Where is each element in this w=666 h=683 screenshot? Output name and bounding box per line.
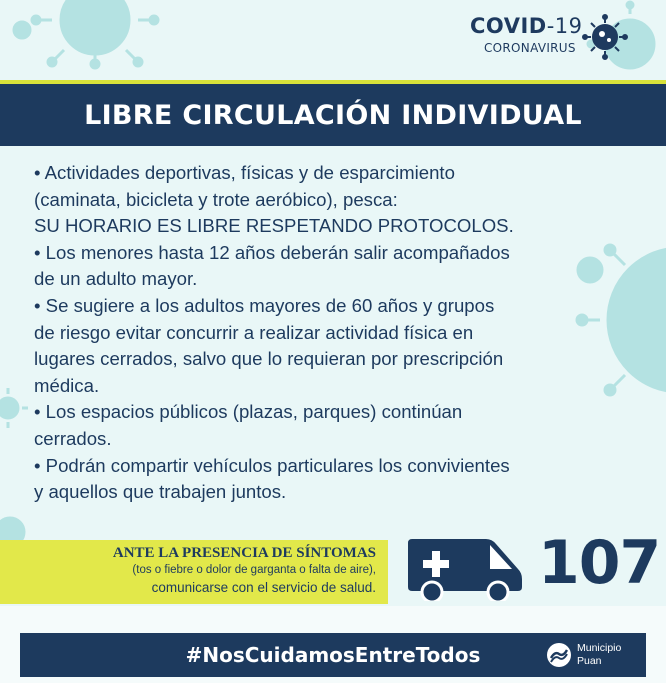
- content-line: de riesgo evitar concurrir a realizar actividad física en: [34, 321, 474, 343]
- content-line: y aquellos que trabajen juntos.: [34, 481, 287, 503]
- logo-title: [470, 14, 583, 38]
- title-banner: [0, 80, 666, 146]
- content-line: de un adulto mayor.: [34, 268, 198, 290]
- content-line: (caminata, bicicleta y trote aeróbico), pesca:: [34, 188, 398, 210]
- emergency-phone-number: 107: [538, 528, 661, 598]
- ambulance-icon: [402, 535, 528, 601]
- content-block: [34, 160, 646, 506]
- content-line: médica.: [34, 374, 100, 396]
- symptoms-alert: [0, 540, 388, 604]
- municipality-line1: Municipio: [577, 642, 622, 654]
- content-line: cerrados.: [34, 427, 112, 449]
- virus-icon: [582, 14, 628, 60]
- page-title: LIBRE CIRCULACIÓN INDIVIDUAL: [84, 99, 582, 131]
- municipality-icon: [546, 642, 572, 668]
- content-line: • Actividades deportivas, físicas y de esparcimiento: [34, 162, 455, 183]
- alert-action: comunicarse con el servicio de salud.: [151, 580, 376, 595]
- alert-text-block: [113, 544, 376, 598]
- alert-title: ANTE LA PRESENCIA DE SÍNTOMAS: [112, 545, 376, 561]
- logo-subtitle: CORONAVIRUS: [484, 41, 576, 55]
- footer-bar: [20, 633, 646, 677]
- content-line: • Se sugiere a los adultos mayores de 60 años y grupos: [34, 294, 495, 316]
- content-line: • Podrán compartir vehículos particulares los convivientes: [34, 454, 510, 476]
- content-line: • Los menores hasta 12 años deberán salir acompañados: [34, 241, 510, 263]
- municipality-name: [577, 642, 621, 668]
- content-line: lugares cerrados, salvo que lo requieran por prescripción: [34, 348, 504, 370]
- logo-covid-text: COVID: [470, 14, 547, 38]
- alert-symptoms: (tos o fiebre o dolor de garganta o falta de aire),: [132, 564, 376, 576]
- content-line: • Los espacios públicos (plazas, parques) continúan: [34, 401, 463, 423]
- content-line: SU HORARIO ES LIBRE RESPETANDO PROTOCOLOS.: [34, 215, 514, 237]
- covid-logo: [470, 12, 650, 62]
- municipality-line2: Puan: [577, 655, 602, 667]
- logo-number-text: -19: [546, 14, 583, 38]
- hashtag: #NosCuidamosEntreTodos: [185, 643, 481, 667]
